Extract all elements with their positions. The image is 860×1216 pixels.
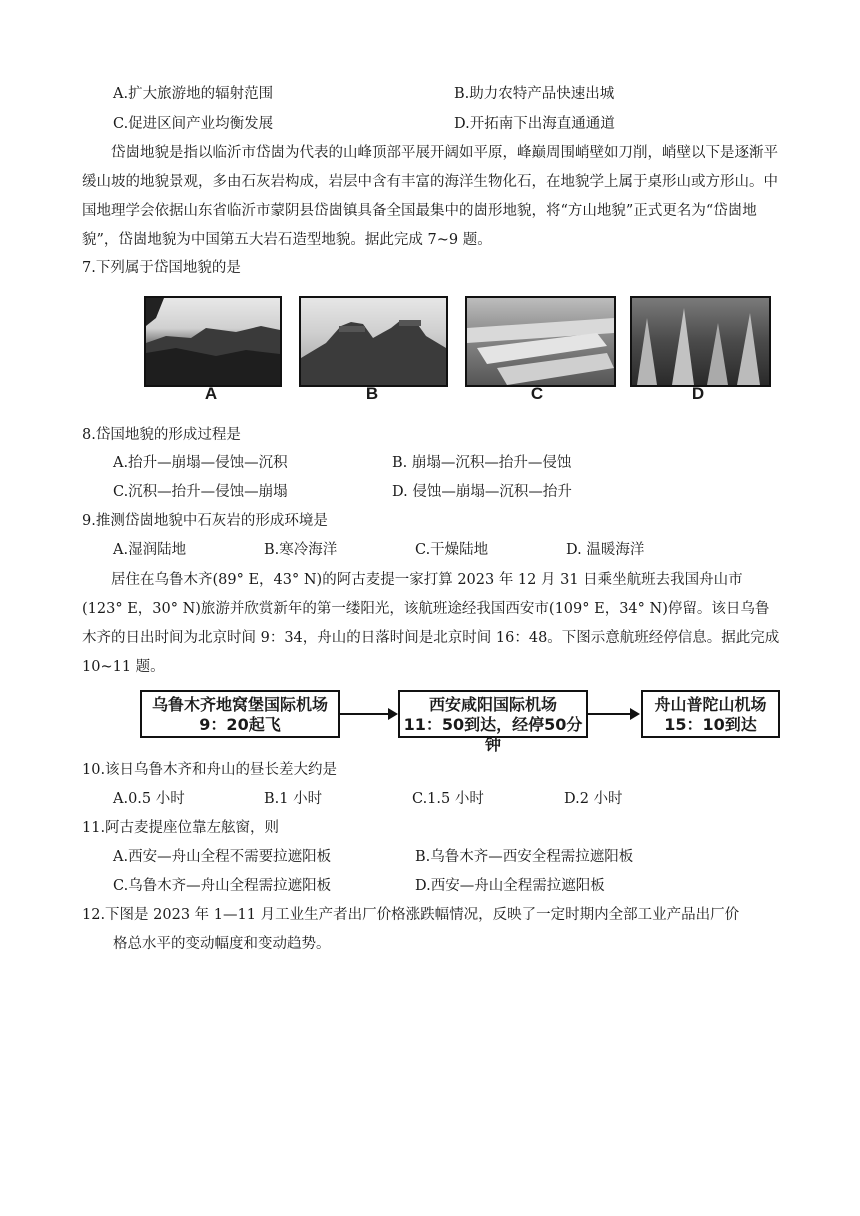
q6-option-b: B.助力农特产品快速出城 [454,86,615,102]
q10-option-d: D.2 小时 [564,791,623,807]
passage-daigu: 岱崮地貌是指以临沂市岱崮为代表的山峰顶部平展开阔如平原，峰巅周围峭壁如刀削，峭壁以下是逐渐平缓山坡的地貌景观，多由石灰岩构成，岩层中含有丰富的海洋生物化石，在地貌学上属于桌形山或方形山。中国地理学会依据山东省临沂市蒙阴县岱崮镇具备全国最集中的崮形地貌，将“方山地貌”正式更名为“岱崮地貌”，岱崮地貌为中国第五大岩石造型地貌。据此完成 7~9 题。 [82,145,778,248]
q7-stem: 7.下列属于岱国地貌的是 [82,260,241,276]
q11-option-c: C.乌鲁木齐—舟山全程需拉遮阳板 [113,878,332,894]
q11-stem: 11.阿古麦提座位靠左舷窗，则 [82,820,280,836]
flight-box-zhoushan [641,690,780,738]
flight-box-xian [398,690,588,754]
q6-option-d: D.开拓南下出海直通通道 [454,116,615,132]
q11-option-a: A.西安—舟山全程不需要拉遮阳板 [113,849,332,865]
urumqi-departure: 9：20起飞 [199,715,281,734]
photo-d-karst [630,296,771,387]
q10-option-c: C.1.5 小时 [412,791,484,807]
q8-option-c: C.沉积—抬升—侵蚀—崩塌 [113,484,288,500]
q8-option-d: D. 侵蚀—崩塌—沉积—抬升 [392,484,572,500]
q10-option-a: A.0.5 小时 [113,791,185,807]
q8-option-a: A.抬升—崩塌—侵蚀—沉积 [113,455,288,471]
q9-option-d: D. 温暖海洋 [566,542,645,558]
q9-stem: 9.推测岱崮地貌中石灰岩的形成环境是 [82,513,328,529]
q9-option-c: C.干燥陆地 [415,542,489,558]
q11-option-b: B.乌鲁木齐—西安全程需拉遮阳板 [415,849,634,865]
q10-stem: 10.该日乌鲁木齐和舟山的昼长差大约是 [82,762,338,778]
flight-arrow-1 [340,713,390,715]
q12-line1: 12.下图是 2023 年 1—11 月工业生产者出厂价格涨跌幅情况，反映了一定时期内全部工业产品出厂价 [82,907,740,923]
photo-label-b: B [365,384,379,403]
photo-label-c: C [530,384,544,403]
passage-flight: 居住在乌鲁木齐(89° E，43° N)的阿古麦提一家打算 2023 年 12 月 31 日乘坐航班去我国舟山市(123° E，30° N)旅游并欣赏新年的第一缕阳光，该航班途经我国西安市(109° E，34° N)停留。该日乌鲁木齐的日出时间为北京时间 9：34，舟山的日落时间是北京时间 16：48。下图示意航班经停信息。据此完成 10~11 题。 [82,572,780,675]
photo-b-tablemountain [299,296,448,387]
q9-option-a: A.湿润陆地 [113,542,187,558]
zhoushan-arrival: 15：10到达 [664,715,757,734]
q9-option-b: B.寒冷海洋 [264,542,338,558]
photo-label-d: D [691,384,705,403]
q8-stem: 8.岱国地貌的形成过程是 [82,427,241,443]
q11-option-d: D.西安—舟山全程需拉遮阳板 [415,878,605,894]
flight-arrowhead-2 [630,708,640,720]
q10-option-b: B.1 小时 [264,791,323,807]
zhoushan-airport: 舟山普陀山机场 [654,695,767,714]
photo-c-ridges [465,296,616,387]
photo-a-mesa [144,296,282,387]
flight-box-urumqi [140,690,340,738]
q8-option-b: B. 崩塌—沉积—抬升—侵蚀 [392,455,572,471]
q6-option-a: A.扩大旅游地的辐射范围 [113,86,274,102]
xian-airport: 西安咸阳国际机场 [428,695,557,714]
urumqi-airport: 乌鲁木齐地窝堡国际机场 [151,695,328,714]
flight-arrowhead-1 [388,708,398,720]
xian-arrival: 11：50到达，经停50分钟 [403,715,583,754]
q6-option-c: C.促进区间产业均衡发展 [113,116,274,132]
photo-label-a: A [204,384,218,403]
q12-line2: 格总水平的变动幅度和变动趋势。 [113,936,331,952]
flight-arrow-2 [588,713,632,715]
